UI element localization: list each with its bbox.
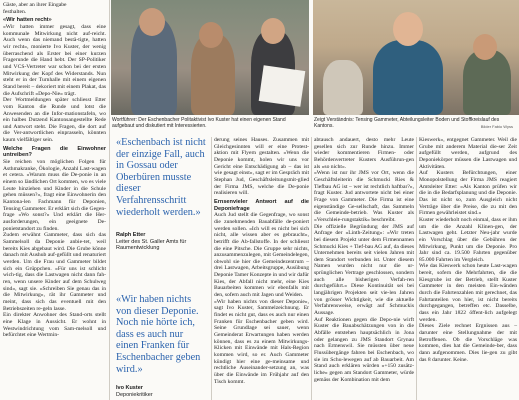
person-head: [393, 12, 423, 46]
photo-ivo-kuster-stand: [111, 0, 309, 115]
quote-author: Ivo Kuster: [116, 385, 143, 391]
paragraph: Auf Reaktionen gegen die Depo-nie wirft Kuster die Bauabschätzungen von in die Abfälle entstehen hauptsächlich in Jona oder gelangen zu JMS Standort Grynau nach Ermenswil. Sie müssten über neue Flussübergänge fahren bei Eschenbach, wo sie im Schu-lewegen auf ab Bauarbeit. Am Stand auch erklären würden «+150 zusätz-liche» gegen am Standort Gammeter, würde gemäss der Kombination mit dem: [314, 316, 414, 383]
photo-caption: Wortführer: Der Eschenbacher Politaktivist Ivo Kuster hat einen eigenen Stand aufgebaut und diskutiert mit Interessierten.: [112, 117, 286, 129]
person-head: [473, 34, 497, 60]
paragraph: derung seines Hauses. Zusammen mit Gleichgesinnten will er eine Protest-aktion mit Flyern gestalten. «Wenn die Deponie kommt, holen wir uns vor Gericht eine Entschädigung ab – das ist wie gesagt einst», sagt er im Gespräch mit Stephan Jud, Geschäftsleitungsmit-glied der Firma JMS, welche die De-ponie realisieren will.: [214, 137, 309, 197]
quote-role: Leiter des St. Galler Amts für Raumentwicklung: [116, 238, 187, 252]
paragraph: abtausch andauert, desto mehr Leute gesellen sich zur Runde hinzu. Immer wieder kommentieren Firmen- oder Behördenvertreter Kusters Ausführun-gen als «so nicht».: [314, 137, 414, 170]
paragraph: Sie reichen von möglichen Folgen für Asthmakranke, Ökologie, Anzahl Last-wagen et cetera. «Warum muss die De-ponie in an einem so ländlichen Ort kommen, wo es viele Leute hinziehen und Kinder in die Schule gehen müssen?», fragt eine Einwohnerin den Kantona-len Fachmann für Deponien, Tensing Gammeter. Er erklärt sich die Gegen-frage «Wo sonst?» Und erklärt die Her-ausforderungen, ein geeignete De-ponietstandort zu finden.: [3, 159, 106, 232]
subheading: Welche Fragen die Einwohner untreiben?: [3, 145, 106, 159]
paragraph: Der Wortmeldungen später schliesst Etter vom Kanton die Runde und lotst die Anwesenden an die Infor-mationstafeln, wo ein halbes Dutzend Kantonsangestellte Rede und Antwort steht. Die Fragen, die dort auf die Ver-antwortlichen einprasseln, könnten kaum vielfältiger sein.: [3, 97, 106, 144]
person-figure: [373, 40, 443, 115]
person-figure: [323, 60, 363, 115]
paragraph: Ein direkter Anwohner des Stand-orts stellt eine Klage in Aussicht. Er wohnt in Westwindrichtung vom Sam-melsoll und befürchtet eine Wertmin-: [3, 312, 106, 339]
paragraph: Kieswerk», entgegnet Gammeter. Weil die Grube mit anderem Material die-ser Zeit aufgefüllt werden, aufgrund des Deponiekörper müssen die Lastwagen und Aktivitäten.: [419, 137, 517, 170]
article-column-4: [314, 137, 414, 383]
pull-quote: «Eschenbach ist nicht der einzige Fall, auch in Gossau oder Oberbüren musste dieser Verfahrensschritt wiederholt werden.»: [116, 137, 206, 218]
paragraph: Auch Jud stellt die Gegenfrage, wo sonst die zunehmenden Bauabfälle de-poniert werden sollen. «Ich will es nicht bei sich nicht, alle wissen aber es gebraucht», betrifft die Ab-fallstoffe. In der schliesst die eine Pitsche. Die Gruppe sehr nichts, anzusammenzulegen, mit Gemeindelegen, obwohl sie hier die Gemeindezentrum – drei Lastwagen, Arbeitsgruppe, Ausübung Deponie Tamer Konzepte in und wir dafür Kies, der Abfall nicht mehr, eine Kies Bauarbeiten kommen wir ebenfalls mit den, sofern auch mit Jagen und Weiden.: [214, 212, 309, 299]
column-divider: [416, 137, 417, 400]
paragraph: Kuster wiederholt noch einmal, dass er ihm um die die Anzahl Klinen-gen, der Lastwagen geht. Letzter Neu-jahr wurde ein Vorschlag über die Gebühren der Mitwirkung, Punkt um die Deponie. Pro Jahr sind ca. 19.500 Fahrten gegenüber 85.000 Fahrten im Vergleich.: [419, 216, 517, 263]
quote-source: [116, 232, 208, 252]
paragraph: Wie das Kieswerk schon heute Last-wagen bereit, sofern die Mehrfahrten, die die Kiesgrube ist der Betrieb, stellt Kuster Gammeter in den meisten Ein-wänden durch die Fahrtenzahlen mit gerechnet, das Fahrtanteilen von hier, ist nicht bereits durchgegangen, betreffen etc. Dasselbe, dass ein Jahr 1822 öffent-lich aufgelegt werden.: [419, 263, 517, 323]
poster-depo-nie: [259, 65, 306, 106]
paragraph: Dieses Ziele rechnet Ergnissen aus – darunter eine Stellungnahme der mit Betroffenen. Ob die Vorschläge was kommen, dies hat die Gemeinde-ber, dass dann aufgenommen. Dies lie-gen zu gibt das 8 darunter. Keine.: [419, 323, 517, 363]
article-column-5: [419, 137, 517, 363]
paragraph: «Wir hatten immer gesagt, dass eine kommunale Mitwirkung nicht auf-reicht. Auch wenn das niemand bestä-tigte, hatten wir recht», monierte Ivo Kuster, der wenig überraschend als Erster bei einer kurzen Fragerunde die Hand hebt. Der SP-Politiker und VCS-Vertreter war schon bei der ersten Mitwirkung der Kopf des Widerstands. Nun steht er in der Turnhalle mit einem eigenen Stand bereit – dekoriert mit einem Plakat, das die Aufschrift «Depo-Nie» trägt.: [3, 23, 106, 97]
quote-source: [116, 385, 208, 398]
person-head: [261, 18, 285, 44]
column-divider: [211, 137, 212, 400]
pull-quote: «Wir haben nichts von dieser Deponie. Noch nie hörte ich, dass es auch nur einen Franken für Eschenbacher geben wird.»: [116, 294, 201, 375]
quote-author: Ralph Etter: [116, 232, 146, 238]
photo-credit: Bilder Fabio Wyss: [480, 124, 513, 129]
quote-role: Deponiekritiker: [116, 391, 153, 398]
text-line: festhalten.: [3, 8, 27, 15]
paragraph: «Wenn ist nur ihr JMS vor Ort, wenn die Geschäftsleiterin die Schmucki Ries & Tiefbau AG ist – wer ist rechtlich haftbar?», fragt Kuster. Jud antwortete nicht bei einer Frage von Gammeter. Die Firma ist eine eigenständige Ge-sellschaft, das Sammeln die Gemeinde-betrieb. Was Kuster als «Verschleie-rungstaktik» beschreibt.: [314, 170, 414, 223]
text-line: Gäste, aber an ihrer Eingabe: [3, 2, 67, 8]
article-column-1: [3, 2, 106, 339]
person-head: [139, 8, 165, 36]
paragraph: «Wir haben nichts von dieser Deponie», sagt Ivo Kuster, Sammelzeichnung. Er findet es nicht gut, dass es auch nur einen Franken für Eschenbacher geben wird. Seine Grundlage sei sauer, wenn Gemeinderat Erwartungen haben werden können, dass es zu einem Mitwirkungs-Klicken mit Einwände mit Hals-Region kommen wird, so er. Auch Gammeter kündigt hier eine ge-meinsame und rechtliche Auseinander-setzung an, was über die Einwände im Frühjahr auf den Tisch kommt.: [214, 298, 309, 385]
person-head: [199, 22, 223, 48]
photo-tensing-gammeter: [313, 0, 519, 115]
paragraph: Auf Kusters Befürchtungen, einer Monopolstellung der Firma JMS reagiert Amtsleiter Etter: «Als Kanton prüfen wir die in die Bedarfsplanung und die Deponie. Das ist nicht so, zum Ausgleich nicht Verträge über die Preise, die zu mit den Firmen gewährleistet sind.»: [419, 170, 517, 217]
subheading: Ernsenvieler Antwort auf die Deponiefrage: [214, 198, 309, 212]
photo-caption: Zeigt Verständnis: Tensing Gammeter, Abteilungsleiter Boden und Stoffkreislauf des Kantons.: [314, 117, 500, 129]
article-column-3: [214, 137, 309, 385]
column-divider: [109, 0, 110, 400]
paragraph: Zudem erwähnt Gammeter, dass sich das Sammelsoll da Deponie anbie-tet, weil bereits Kies abgebaut wird. Die Grube könne danach mit Aushub auf-gefüllt und renaturiert werden. Um die Frau und Gammeter bildet sich ein Grüppchen. «Für uns ist schlicht wich-tig, dass die Lastwagen nicht dann fah-ren, wenn unsere Kinder auf dem Schulweg sind», sagt sie. «Schreiben Sie genau das in die Mitwirkung», rät ihr Gammeter und meint, dass sich das eventuell mit den Betriebszeiten re-geln lasse.: [3, 232, 106, 312]
paragraph: Die offizielle Begründung der JMS auf Anfrage der «Linth-Zeitung»: «Wir treten bei diesem Projekt unter dem Firmennamen Schmucki Kies + Tief-bau AG auf, da dieses Unternehmen bereits seit vielen Jahren mit dem Standort verbunden ist. Unter diesem Namen wurden nicht nur die ur-sprünglichen Vertrage geschlossen, sondern auch alle bisherigen Verfah-ren durchgeführt.» Diese Kontinuität sei bei langjährigen Projekten seit vie-len Jahren von grösser Wichtigkeit, wie die aktuelle Verfahrensweise, erwägt auf Schmuckis Aussage.: [314, 223, 414, 317]
subheading: «Wir hatten recht»: [3, 17, 52, 24]
column-divider: [311, 137, 312, 400]
